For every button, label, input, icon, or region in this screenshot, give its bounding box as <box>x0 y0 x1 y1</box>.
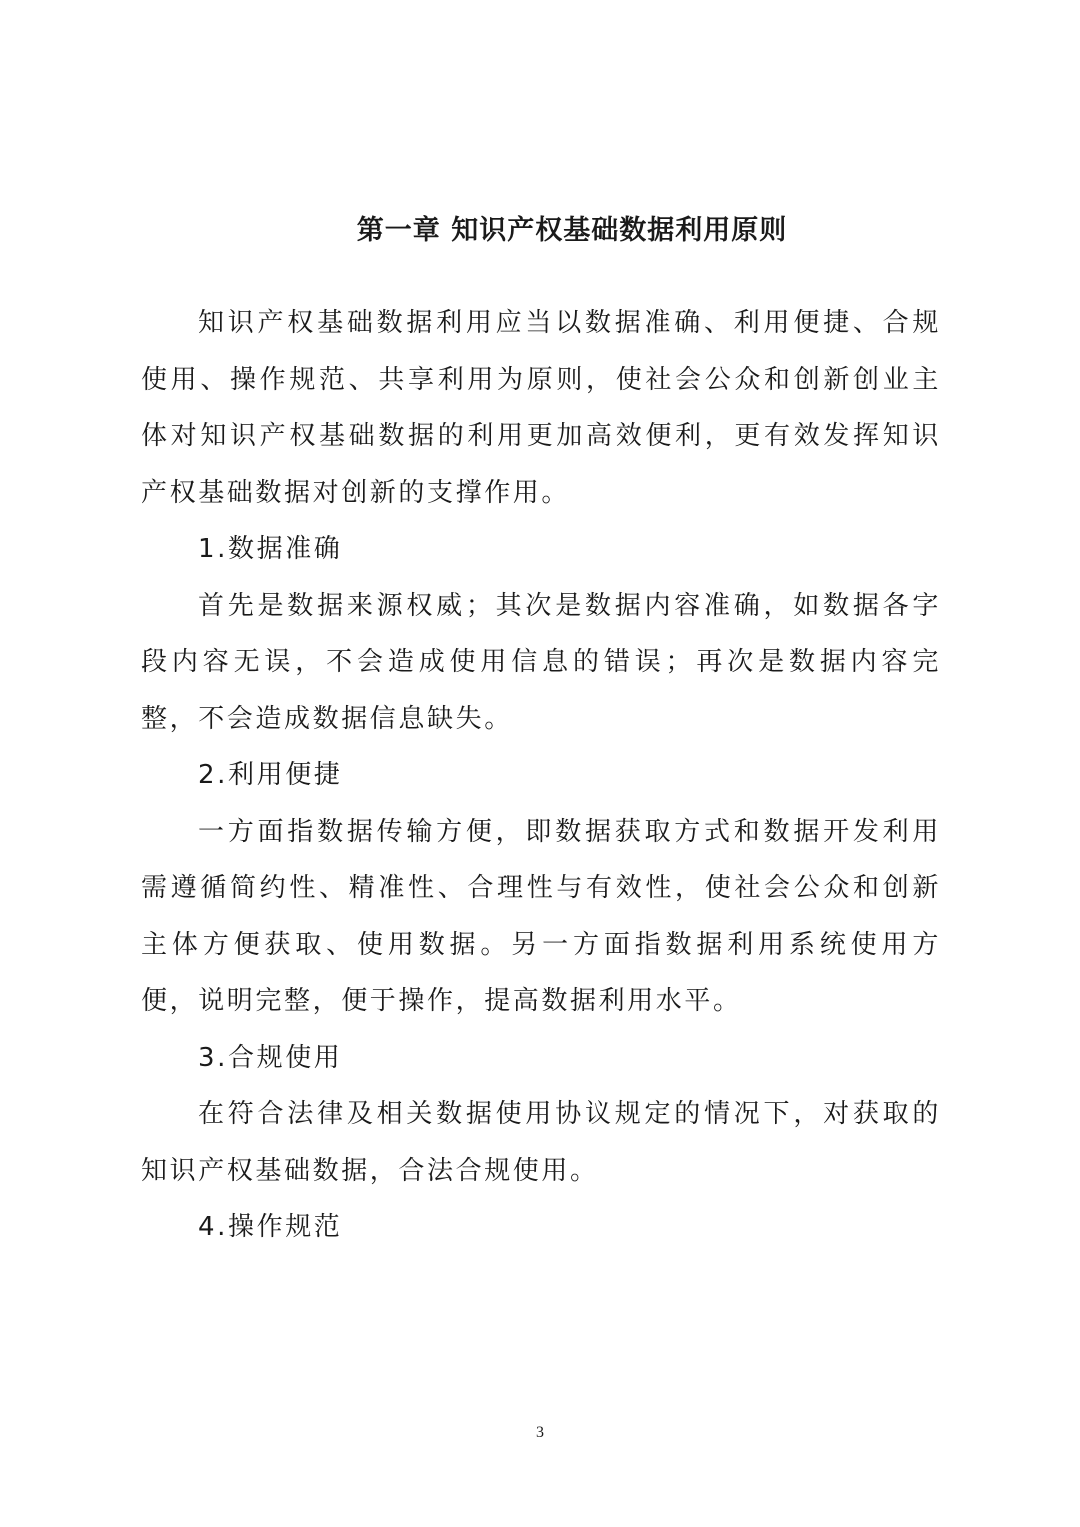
section-heading-convenient-use: 2.利用便捷 <box>198 760 343 790</box>
section-heading-compliant-use: 3.合规使用 <box>198 1042 343 1073</box>
body-text <box>141 295 941 1256</box>
page-number: 3 <box>536 1424 544 1441</box>
section-heading-data-accuracy: 1.数据准确 <box>198 534 343 564</box>
compliant-use-paragraph: 在符合法律及相关数据使用协议规定的情况下，对获取的知识产权基础数据，合法合规使用。 <box>141 1099 941 1186</box>
principles-intro-paragraph: 知识产权基础数据利用应当以数据准确、利用便捷、合规使用、操作规范、共享利用为原则，使社会公众和创新创业主体对知识产权基础数据的利用更加高效便利，更有效发挥知识产权基础数据对创新的支撑作用。 <box>141 308 941 508</box>
convenient-use-paragraph: 一方面指数据传输方便，即数据获取方式和数据开发利用需遵循简约性、精准性、合理性与有效性，使社会公众和创新主体方便获取、使用数据。另一方面指数据利用系统使用方便，说明完整，便于操作，提高数据利用水平。 <box>141 816 941 1016</box>
chapter-title: 第一章 知识产权基础数据利用原则 <box>356 215 788 246</box>
data-accuracy-paragraph: 首先是数据来源权威；其次是数据内容准确，如数据各字段内容无误，不会造成使用信息的错误；再次是数据内容完整，不会造成数据信息缺失。 <box>141 590 941 734</box>
section-heading-standard-operation: 4.操作规范 <box>198 1212 343 1242</box>
